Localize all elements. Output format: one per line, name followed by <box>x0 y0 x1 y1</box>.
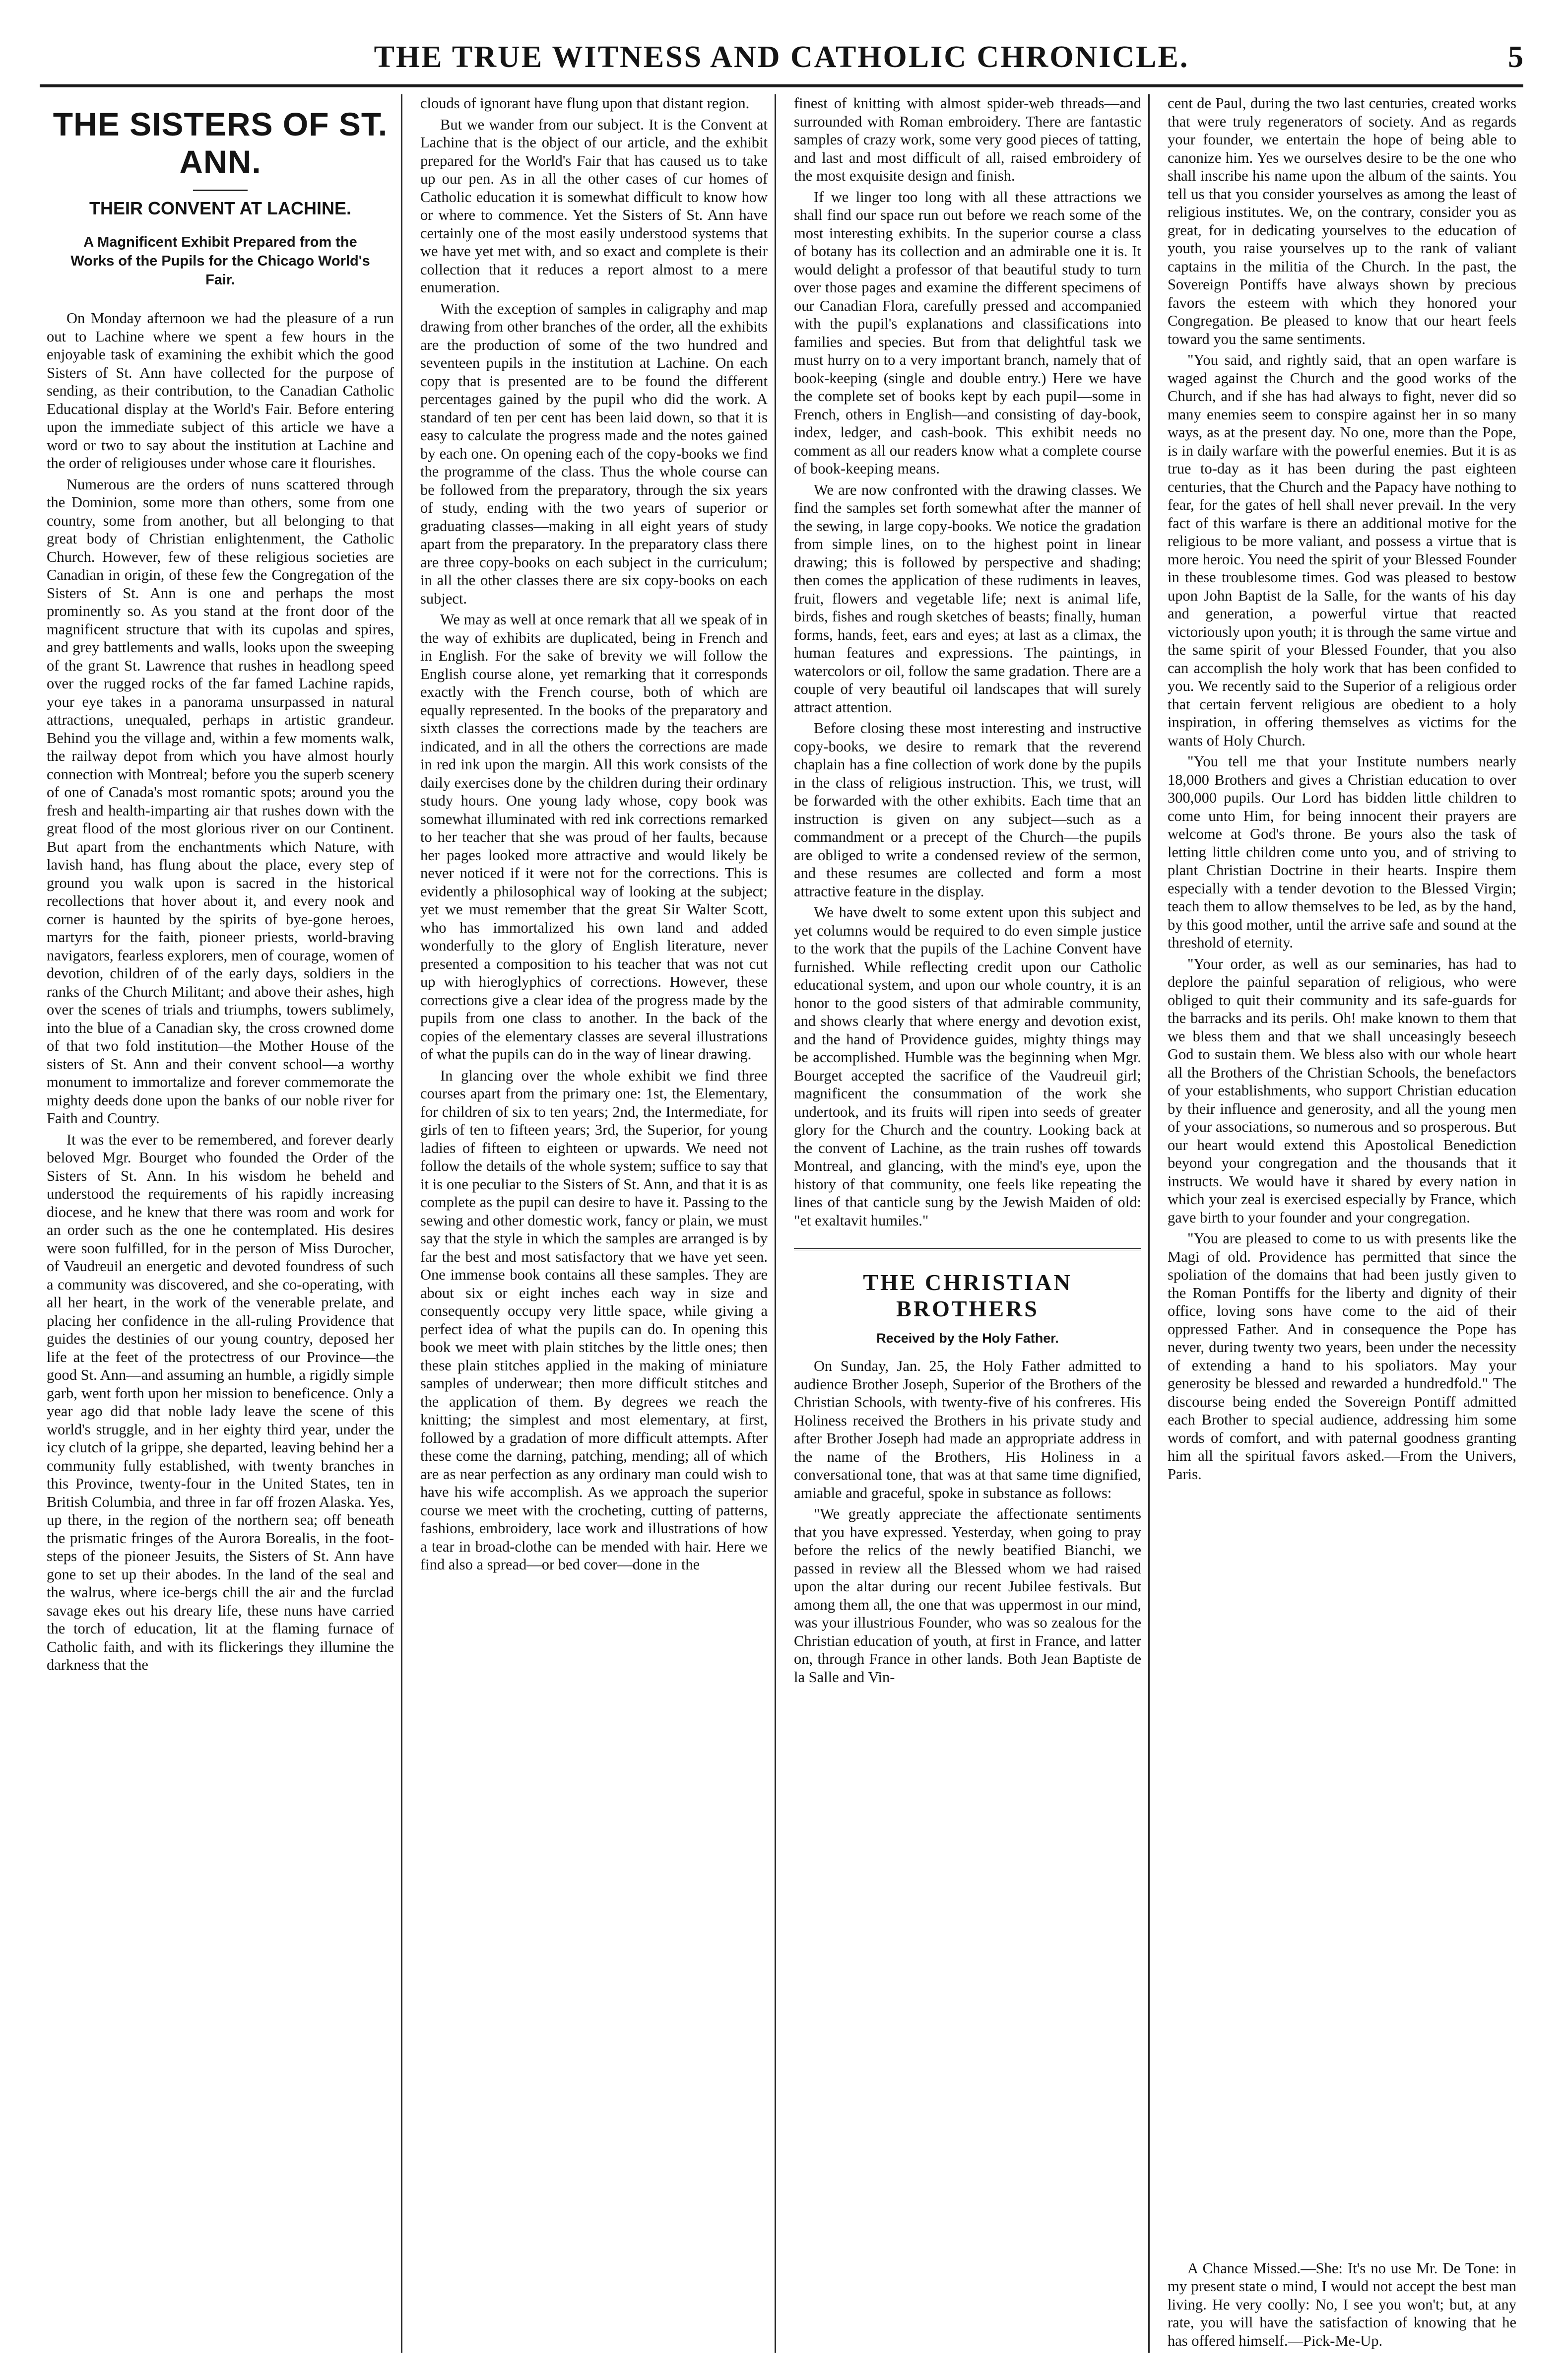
paragraph: But we wander from our subject. It is the Convent at Lachine that is the object of our article, and the exhibit prepared for the World's Fair that has caused us to take up our pen. As in all the other cases of cur homes of Catholic education it is somewhat difficult to know how or where to commence. Yet the Sisters of St. Ann have certainly one of the most easily understood systems that we have yet met with, and so exact and complete is their collection that it reduces a report almost to a mere enumeration. <box>420 116 768 296</box>
paragraph: We have dwelt to some extent upon this subject and yet columns would be required to do even simple justice to the work that the pupils of the Lachine Convent have furnished. While reflecting credit upon our Catholic educational system, and upon our whole country, it is an honor to the good sisters of that admirable community, and shows clearly that where energy and devotion exist, and the hand of Providence guides, mighty things may be accomplished. Humble was the beginning when Mgr. Bourget accepted the sacrifice of the Vaudreuil girl; magnificent the consummation of the work she undertook, and its fruits will ripen into seeds of greater glory for the Church and the country. Looking back at the convent of Lachine, as the train rushes off towards Montreal, and glancing, with the mind's eye, upon the history of that community, one feels like repeating the lines of that canticle sung by the Jewish Maiden of old: "et exaltavit humiles." <box>794 904 1141 1229</box>
headline-rule <box>193 190 248 191</box>
newspaper-page <box>40 30 1523 2358</box>
paragraph: Before closing these most interesting and instructive copy-books, we desire to remark that the reverend chaplain has a fine collection of work done by the pupils in the class of religious instruction. This, we trust, will be forwarded with the other exhibits. Each time that an instruction is given on any subject—such as a commandment or a precept of the Church—the pupils are obliged to write a condensed review of the sermon, and these resumes are collected and form a most attractive feature in the display. <box>794 720 1141 900</box>
newspaper-title: THE TRUE WITNESS AND CATHOLIC CHRONICLE. <box>374 40 1189 74</box>
paragraph: With the exception of samples in caligraphy and map drawing from other branches of the order, all the exhibits are the production of some of the two hundred and seventeen pupils in the institution at Lachine. On each copy that is presented are to be found the different percentages gained by the pupil who did the work. A standard of ten per cent has been laid down, so that it is easy to calculate the progress made and the notes gained by each one. On opening each of the copy-books we find the programme of the class. Thus the whole course can be followed from the preparatory, through the six years of study, ending with the two years of superior or graduating classes—making in all eight years of study apart from the preparatory. In the preparatory class there are three copy-books on each subject in the curriculum; in all the other classes there are six copy-books on each subject. <box>420 300 768 607</box>
paragraph: cent de Paul, during the two last centuries, created works that were truly regenerators of society. And as regards your founder, we entertain the hope of being able to canonize him. Yes we ourselves desire to be the one who shall inscribe his name upon the album of the saints. You tell us that you consider yourselves as among the least of religious institutes. We, on the contrary, consider you as great, for in dedicating yourselves to the education of youth, you raise yourselves up to the rank of valiant captains in the militia of the Church. In the past, the Sovereign Pontiffs have always shown by precious favors the esteem with which they honored your Congregation. Be pleased to know that our heart feels toward you the same sentiments. <box>1168 95 1516 347</box>
masthead <box>40 30 1523 87</box>
article-deck: A Magnificent Exhibit Prepared from the Works of the Pupils for the Chicago World's Fair. <box>70 234 370 288</box>
article-divider <box>794 1248 1141 1254</box>
paragraph: finest of knitting with almost spider-web threads—and surrounded with Roman embroidery. There are fantastic samples of crazy work, some very good pieces of tatting, and last and most difficult of all, raised embroidery of the most exquisite design and finish. <box>794 95 1141 184</box>
paragraph: In glancing over the whole exhibit we find three courses apart from the primary one: 1st, the Elementary, for children of six to ten years; 2nd, the Intermediate, for girls of ten to fifteen years; 3rd, the Superior, for young ladies of fifteen to eighteen or upwards. We need not follow the details of the whole system; suffice to say that it is one peculiar to the Sisters of St. Ann, and that it is as complete as the pupil can desire to have it. Passing to the sewing and other domestic work, fancy or plain, we must say that the style in which the samples are arranged is by far the best and most satisfactory that we have yet seen. One immense book contains all these samples. They are about six or eight inches each way in size and consequently occupy very little space, while giving a perfect idea of what the pupils can do. In opening this book we meet with plain stitches by the little ones; then these plain stitches applied in the making of miniature samples of underwear; then more difficult stitches and the application of them. By degrees we reach the knitting; the simplest and most elementary, at first, followed by a gradation of more difficult attempts. After these come the darning, patching, mending; all of which are as near perfection as any ordinary man could wish to have his wife accomplish. As we approach the superior course we meet with the crocheting, cutting of patterns, fashions, embroidery, lace work and illustrations of how a tear in broad-clothe can be mended with hair. Here we find also a spread—or bed cover—done in the <box>420 1067 768 1573</box>
page-number: 5 <box>1508 40 1523 74</box>
column-4 <box>1161 94 1523 2353</box>
paragraph: If we linger too long with all these attractions we shall find our space run out before we reach some of the most interesting exhibits. In the superior course a class of botany has its collection and an admirable one it is. It would delight a professor of that beautiful study to turn over those pages and examine the different specimens of our Canadian Flora, carefully pressed and accompanied with the pupil's explanations and classifications into families and species. But from that delightful task we must hurry on to a very important branch, namely that of book-keeping (single and double entry.) Here we have the complete set of books kept by each pupil—some in French, others in English—and consisting of day-book, index, ledger, and cash-book. This exhibit needs no comment as all our readers know what a complete course of book-keeping means. <box>794 188 1141 477</box>
column-2 <box>413 94 776 2353</box>
paragraph: "Your order, as well as our seminaries, has had to deplore the painful separation of religious, who were obliged to quit their community and its safe-guards for the barracks and its perils. Oh! make known to them that we bless them and that we shall unceasingly beseech God to sustain them. We bless also with our whole heart all the Brothers of the Christian Schools, the benefactors of your establishments, who support Christian education by their influence and generosity, and all the young men of your associations, so numerous and so prosperous. But our heart would extend this Apostolical Benediction beyond your congregation and the thousands that it instructs. We would have it shared by every nation in which your zeal is exercised especially by France, which gave birth to your founder and your congregation. <box>1168 955 1516 1226</box>
paragraph: On Monday afternoon we had the pleasure of a run out to Lachine where we spent a few hours in the enjoyable task of examining the exhibit which the good Sisters of St. Ann have collected for the purpose of sending, as their contribution, to the Canadian Catholic Educational display at the World's Fair. Before entering upon the immediate subject of this article we have a word or two to say about the institution at Lachine and the order of religiouses under whose care it flourishes. <box>47 310 394 472</box>
paragraph: "You tell me that your Institute numbers nearly 18,000 Brothers and gives a Christian education to over 300,000 pupils. Our Lord has bidden little children to come unto Him, for being innocent their prayers are welcome at God's throne. Be yours also the task of letting little children come unto you, and of striving to plant Christian Doctrine in their hearts. Inspire them especially with a tender devotion to the Blessed Virgin; teach them to allow themselves to be led, as by the hand, by this good mother, until the arrive safe and sound at the threshold of eternity. <box>1168 753 1516 951</box>
article-deck-christian-brothers: Received by the Holy Father. <box>876 1331 1059 1346</box>
column-3 <box>787 94 1150 2353</box>
column-footer <box>1168 2259 1516 2353</box>
article-columns <box>40 94 1523 2353</box>
paragraph: "You said, and rightly said, that an open warfare is waged against the Church and the good works of the Church, and if she has had always to fight, never did so many enemies seem to conspire against her in so many ways, as at the present day. No one, more than the Pope, is in daily warfare with the powerful enemies. But it is as true to-day as it has been during the past eighteen centuries, that the Church and the Papacy have nothing to fear, for the gates of hell shall never prevail. In the very fact of this warfare is there an additional motive for the religious to be more valiant, and possess a virtue that is more heroic. You need the spirit of your Blessed Founder in these troublesome times. God was pleased to bestow upon John Baptist de la Salle, for the wants of his day and generation, a powerful virtue that reacted victoriously upon youth; it is through the same virtue and the same spirit of your Blessed Founder, that you also can accomplish the holy work that has been confided to you. We recently said to the Superior of a religious order that certain fervent religious are obedient to a holy inspiration, in offering themselves as victims for the wants of Holy Church. <box>1168 351 1516 749</box>
paragraph: We are now confronted with the drawing classes. We find the samples set forth somewhat after the manner of the sewing, in large copy-books. We notice the gradation from simple lines, on to the highest point in linear drawing; this is followed by perspective and shading; then comes the application of these rudiments in leaves, fruit, flowers and vegetable life; next is animal life, birds, fishes and rough sketches of beasts; finally, human forms, hands, feet, ears and eyes; at last as a climax, the human features and expressions. The paintings, in watercolors or oil, follow the same gradation. There are a couple of very beautiful oil landscapes that will surely attract attention. <box>794 481 1141 716</box>
column-1 <box>40 94 402 2353</box>
article-subhead: THEIR CONVENT AT LACHINE. <box>89 198 351 218</box>
paragraph: "You are pleased to come to us with presents like the Magi of old. Providence has permitted that since the spoliation of the domains that had been justly given to the Roman Pontiffs for the liberty and dignity of their office, loving sons have come to the aid of their oppressed Father. And in consequence the Pope has never, during twenty two years, been under the necessity of extending a hand to his spoliators. May your generosity be blessed and rewarded a hundredfold." The discourse being ended the Sovereign Pontiff admitted each Brother to special audience, addressing him some words of comfort, and with paternal goodness granting him all the spiritual favors asked.—From the Univers, Paris. <box>1168 1230 1516 1483</box>
paragraph: It was the ever to be remembered, and forever dearly beloved Mgr. Bourget who founded the Order of the Sisters of St. Ann. In his wisdom he beheld and understood the requirements of his rapidly increasing diocese, and he knew that there was room and work for an order such as the one he contemplated. His desires were soon fulfilled, for in the person of Miss Durocher, of Vaudreuil an energetic and devoted foundress of such a community was discovered, and she co-operating, with all her heart, in the work of the venerable prelate, and placing her confidence in the all-ruling Providence that guides the destinies of our young country, deposed her life at the feet of the protectress of our Province—the good St. Ann—and assuming an humble, a rigidly simple garb, went forth upon her mission to beneficence. Only a year ago did that noble lady leave the scene of this world's struggle, and in her eighty third year, under the icy clutch of la grippe, she departed, leaving behind her a community fully established, with twenty branches in this Province, twenty-four in the United States, ten in British Columbia, and three in far off frozen Alaska. Yes, up there, in the region of the northern sea; off beneath the prismatic fringes of the Aurora Borealis, in the foot-steps of the pioneer Jesuits, the Sisters of St. Ann have gone to set up their abodes. In the land of the seal and the walrus, where ice-bergs chill the air and the furclad savage ekes out his dreary life, these nuns have carried the torch of education, lit at the flaming furnace of Catholic faith, and with its flickerings they illumine the darkness that the <box>47 1131 394 1673</box>
paragraph: On Sunday, Jan. 25, the Holy Father admitted to audience Brother Joseph, Superior of the Brothers of the Christian Schools, with twenty-five of his confreres. His Holiness received the Brothers in his private study and after Brother Joseph had made an appropriate address in the name of the Brothers, His Holiness in a conversational tone, that was at that same time dignified, amiable and graceful, spoke in substance as follows: <box>794 1358 1141 1501</box>
article-headline-christian-brothers: THE CHRISTIAN BROTHERS <box>863 1270 1072 1321</box>
paragraph: Numerous are the orders of nuns scattered through the Dominion, some more than others, some from one country, some from another, but all belonging to that great body of Christian enlightenment, the Catholic Church. However, few of these religious societies are Canadian in origin, of these few the Congregation of the Sisters of St. Ann is one and perhaps the most prominently so. As you stand at the front door of the magnificent structure that with its cupolas and spires, and grey battlements and walls, looks upon the sweeping of the grant St. Lawrence that rushes in headlong speed over the rugged rocks of the far famed Lachine rapids, your eye takes in a panorama unsurpassed in natural attractions, unequaled, perhaps in artistic grandeur. Behind you the village and, within a few moments walk, the railway depot from which you have almost hourly connection with Montreal; before you the superb scenery of one of Canada's most romantic spots; around you the fresh and health-imparting air that rushes down with the great flood of the most glorious river on our Continent. But apart from the enchantments which Nature, with lavish hand, has flung about the place, every step of ground you walk upon is sacred in the historical recollections that hover about it, and every nook and corner is haunted by the spirits of bye-gone heroes, martyrs for the faith, pioneer priests, world-braving navigators, fearless explorers, men of courage, women of devotion, children of of the early days, soldiers in the ranks of the Church Militant; and above their ashes, high over the scenes of trials and triumphs, towers sublimely, into the blue of a Canadian sky, the cross crowned dome of that two fold institution—the Mother House of the sisters of St. Ann and their convent school—a worthy monument to immortalize and forever commemorate the mighty deeds done upon the banks of our noble river for Faith and Country. <box>47 476 394 1127</box>
article-headline: THE SISTERS OF ST. ANN. <box>53 106 388 180</box>
filler-paragraph: A Chance Missed.—She: It's no use Mr. De Tone: in my present state o mind, I would not accept the best man living. He very coolly: No, I see you won't; but, at any rate, you will have the satisfaction of knowing that he has offered himself.—Pick-Me-Up. <box>1168 2259 1516 2349</box>
paragraph: "We greatly appreciate the affectionate sentiments that you have expressed. Yesterday, when going to pray before the relics of the newly beatified Bianchi, we passed in review all the Blessed whom we had raised upon the altar during our recent Jubilee festivals. But among them all, the one that was uppermost in our mind, was your illustrious Founder, who was so zealous for the Christian education of youth, at first in France, and latter on, through France in other lands. Both Jean Baptiste de la Salle and Vin- <box>794 1505 1141 1686</box>
paragraph: We may as well at once remark that all we speak of in the way of exhibits are duplicated, being in French and in English. For the sake of brevity we will follow the English course alone, yet remarking that it corresponds exactly with the French course, both of which are equally represented. In the books of the preparatory and sixth classes the corrections made by the teachers are indicated, and in all the others the corrections are made in red ink upon the margin. All this work consists of the daily exercises done by the children during their ordinary study hours. One young lady whose, copy book was somewhat illuminated with red ink corrections remarked to her teacher that she was proud of her faults, because her pages looked more attractive and would likely be never noticed if it were not for the corrections. This is evidently a philosophical way of looking at the subject; yet we must remember that the great Sir Walter Scott, who has immortalized his own land and added wonderfully to the glory of English literature, never presented a composition to his teacher that was not cut up with hieroglyphics of corrections. However, these corrections give a clear idea of the progress made by the pupils from one class to another. In the back of the copies of the elementary classes are several illustrations of what the pupils can do in the way of linear drawing. <box>420 611 768 1063</box>
paragraph: clouds of ignorant have flung upon that distant region. <box>420 95 750 112</box>
